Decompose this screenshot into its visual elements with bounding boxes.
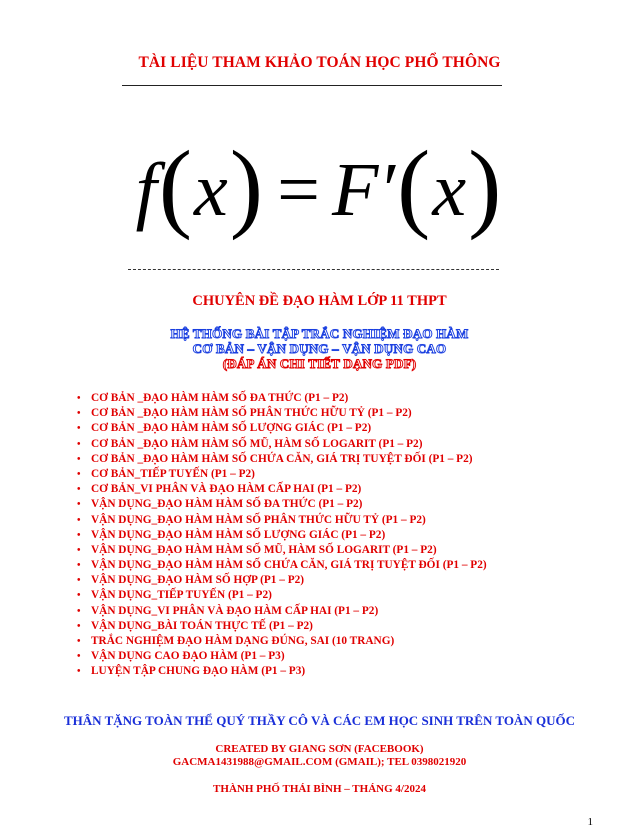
list-item-label: VẬN DỤNG_BÀI TOÁN THỰC TẾ (P1 – P2) — [91, 619, 313, 632]
subtitle-line-3: (ĐÁP ÁN CHI TIẾT DẠNG PDF) — [222, 356, 417, 371]
list-item-label: LUYỆN TẬP CHUNG ĐẠO HÀM (P1 – P3) — [91, 665, 306, 678]
bullet-icon: • — [77, 499, 81, 511]
bullet-icon: • — [77, 393, 81, 404]
list-item — [75, 406, 487, 421]
list-item — [75, 664, 487, 679]
list-item-label: VẬN DỤNG_ĐẠO HÀM HÀM SỐ PHÂN THỨC HỮU TỶ (P1 – P2) — [91, 513, 426, 526]
list-item-label: CƠ BẢN _ĐẠO HÀM HÀM SỐ ĐA THỨC (P1 – P2) — [91, 392, 349, 404]
credits-contact: GACMA1431988@GMAIL.COM (GMAIL); TEL 0398021920 — [172, 756, 467, 768]
list-item-label: VẬN DỤNG_ĐẠO HÀM HÀM SỐ CHỨA CĂN, GIÁ TRỊ TUYỆT ĐỐI (P1 – P2) — [91, 559, 487, 572]
list-item-label: CƠ BẢN _ĐẠO HÀM HÀM SỐ CHỨA CĂN, GIÁ TRỊ TUYỆT ĐỐI (P1 – P2) — [91, 452, 473, 465]
list-item — [75, 573, 487, 588]
page-number: 1 — [587, 816, 593, 828]
subtitle-line-1: HỆ THỐNG BÀI TẬP TRẮC NGHIỆM ĐẠO HÀM — [170, 326, 469, 341]
list-item-label: VẬN DỤNG_ĐẠO HÀM HÀM SỐ MŨ, HÀM SỐ LOGARIT (P1 – P2) — [91, 543, 437, 556]
list-item-label: VẬN DỤNG_TIẾP TUYẾN (P1 – P2) — [91, 589, 272, 602]
bullet-icon: • — [77, 529, 81, 541]
bullet-icon: • — [77, 544, 81, 556]
list-item-label: VẬN DỤNG_ĐẠO HÀM SỐ HỢP (P1 – P2) — [91, 574, 305, 587]
formula-rhs-variable: x — [432, 148, 467, 232]
topic-title: CHUYÊN ĐỀ ĐẠO HÀM LỚP 11 THPT — [192, 293, 447, 309]
list-item — [75, 513, 487, 528]
bullet-icon: • — [77, 590, 81, 602]
dedication-text: THÂN TẶNG TOÀN THỂ QUÝ THẦY CÔ VÀ CÁC EM HỌC SINH TRÊN TOÀN QUỐC — [64, 713, 575, 728]
list-item — [75, 528, 487, 543]
bullet-icon: • — [77, 575, 81, 587]
list-item-label: CƠ BẢN_VI PHÂN VÀ ĐẠO HÀM CẤP HAI (P1 – P2) — [91, 483, 362, 496]
bullet-icon: • — [77, 666, 81, 678]
dashed-divider — [128, 269, 499, 270]
bullet-icon: • — [77, 423, 81, 435]
bullet-icon: • — [77, 560, 81, 572]
bullet-icon: • — [77, 453, 81, 465]
list-item-label: VẬN DỤNG_VI PHÂN VÀ ĐẠO HÀM CẤP HAI (P1 – P2) — [91, 604, 379, 617]
list-item-label: VẬN DỤNG CAO ĐẠO HÀM (P1 – P3) — [91, 650, 285, 663]
list-item — [75, 482, 487, 497]
list-item — [75, 391, 487, 406]
bullet-icon: • — [77, 408, 81, 420]
bullet-icon: • — [77, 636, 81, 647]
formula-paren-open-2: ( — [397, 130, 431, 241]
list-item — [75, 558, 487, 573]
list-item-label: VẬN DỤNG_ĐẠO HÀM HÀM SỐ LƯỢNG GIÁC (P1 – P2) — [91, 528, 386, 541]
formula-paren-open-1: ( — [158, 130, 193, 241]
bullet-icon: • — [77, 514, 81, 526]
subtitle-line-2: CƠ BẢN – VẬN DỤNG – VẬN DỤNG CAO — [192, 341, 447, 356]
bullet-icon: • — [77, 468, 81, 480]
bullet-icon: • — [77, 484, 81, 496]
bullet-icon: • — [77, 438, 81, 450]
list-item — [75, 649, 487, 664]
list-item — [75, 437, 487, 452]
formula-paren-close-2: ) — [468, 130, 502, 241]
list-item — [75, 604, 487, 619]
list-item — [75, 467, 487, 482]
credits-author: CREATED BY GIANG SƠN (FACEBOOK) — [215, 743, 424, 755]
formula-lhs-function: f — [135, 148, 157, 232]
list-item-label: CƠ BẢN_TIẾP TUYẾN (P1 – P2) — [91, 467, 255, 480]
formula-equals: = — [277, 148, 320, 232]
list-item-label: TRẮC NGHIỆM ĐẠO HÀM DẠNG ĐÚNG, SAI (10 TRANG) — [91, 635, 395, 647]
list-item — [75, 543, 487, 558]
header-underline — [122, 85, 502, 86]
bullet-icon: • — [77, 620, 81, 632]
credits-block — [0, 743, 639, 769]
bullet-icon: • — [77, 605, 81, 617]
list-item-label: CƠ BẢN _ĐẠO HÀM HÀM SỐ LƯỢNG GIÁC (P1 – P2) — [91, 422, 372, 435]
list-item — [75, 421, 487, 436]
list-item-label: CƠ BẢN _ĐẠO HÀM HÀM SỐ MŨ, HÀM SỐ LOGARIT (P1 – P2) — [91, 437, 423, 450]
list-item — [75, 452, 487, 467]
subtitle-block — [0, 326, 639, 371]
bullet-icon: • — [77, 651, 81, 663]
list-item — [75, 497, 487, 512]
list-item-label: CƠ BẢN _ĐẠO HÀM HÀM SỐ PHÂN THỨC HỮU TỶ (P1 – P2) — [91, 407, 412, 420]
topic-list — [75, 391, 487, 680]
formula-rhs-function: F′ — [331, 148, 396, 232]
list-item — [75, 619, 487, 634]
list-item — [75, 588, 487, 603]
formula-lhs-variable: x — [194, 148, 228, 232]
header-title: TÀI LIỆU THAM KHẢO TOÁN HỌC PHỔ THÔNG — [138, 54, 501, 71]
list-item — [75, 634, 487, 649]
place-date: THÀNH PHỐ THÁI BÌNH – THÁNG 4/2024 — [213, 783, 426, 795]
formula-paren-close-1: ) — [229, 130, 264, 241]
list-item-label: VẬN DỤNG_ĐẠO HÀM HÀM SỐ ĐA THỨC (P1 – P2) — [91, 498, 363, 511]
derivative-formula — [0, 126, 639, 246]
